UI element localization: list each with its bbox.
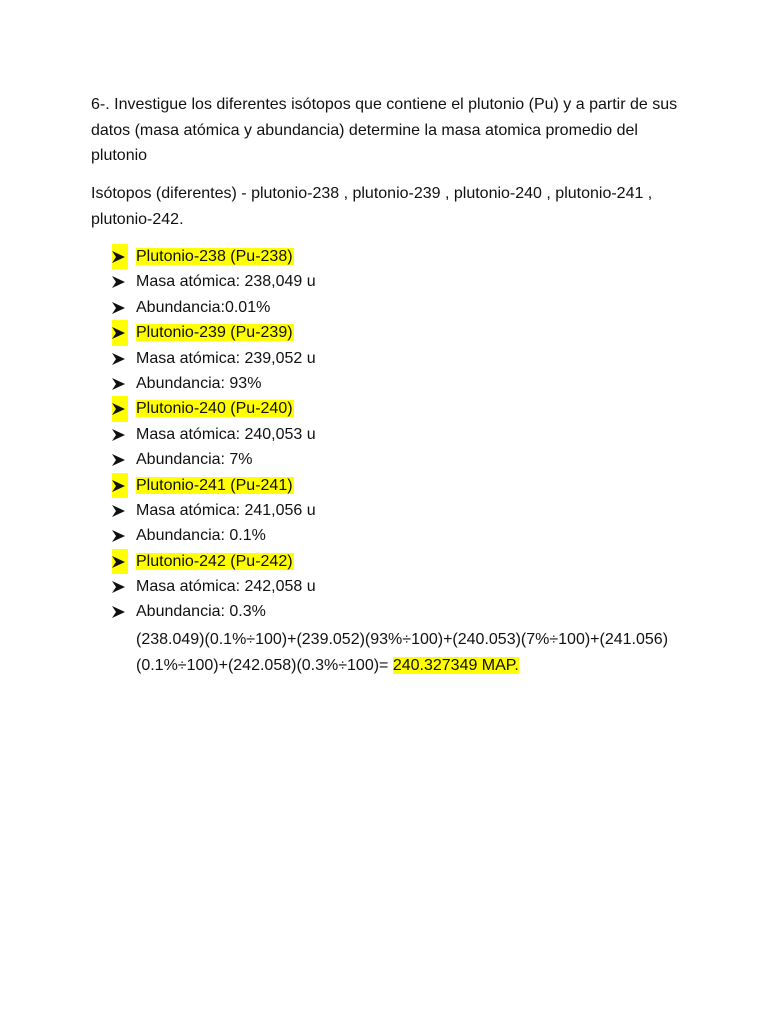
list-item xyxy=(112,447,712,472)
list-item xyxy=(112,473,712,498)
list-item-text: Plutonio-242 (Pu-242) xyxy=(136,552,293,570)
arrowhead-bullet-icon xyxy=(112,574,128,599)
arrowhead-bullet-icon xyxy=(112,599,128,624)
list-item xyxy=(112,320,712,345)
list-item-text: Abundancia:0.01% xyxy=(136,298,271,316)
average-mass-result: 240.327349 MAP. xyxy=(392,656,519,674)
arrowhead-bullet-icon xyxy=(112,396,128,421)
arrowhead-bullet-icon xyxy=(112,346,128,371)
list-item xyxy=(112,269,712,294)
arrowhead-bullet-icon xyxy=(112,549,128,574)
list-item-text: Abundancia: 93% xyxy=(136,374,262,392)
list-item xyxy=(112,599,712,624)
list-item xyxy=(112,574,712,599)
list-item-text: Plutonio-241 (Pu-241) xyxy=(136,476,293,494)
list-item xyxy=(112,346,712,371)
question-paragraph: 6-. Investigue los diferentes isótopos que contiene el plutonio (Pu) y a partir de sus datos (masa atómica y abundancia) determine la masa atomica promedio del plutonio xyxy=(91,96,678,164)
list-item-text: Masa atómica: 239,052 u xyxy=(136,349,316,367)
list-item xyxy=(112,498,712,523)
arrowhead-bullet-icon xyxy=(112,371,128,396)
list-item-text: Plutonio-239 (Pu-239) xyxy=(136,324,293,342)
list-item xyxy=(112,371,712,396)
list-item-text: Abundancia: 0.3% xyxy=(136,603,266,621)
list-item-text: Masa atómica: 242,058 u xyxy=(136,578,316,596)
list-item-text: Plutonio-238 (Pu-238) xyxy=(136,248,293,265)
list-item-text: Masa atómica: 240,053 u xyxy=(136,425,316,443)
list-item-text: Masa atómica: 238,049 u xyxy=(136,273,316,291)
arrowhead-bullet-icon xyxy=(112,269,128,294)
formula-line-1: (238.049)(0.1%÷100)+(239.052)(93%÷100)+(240.053)(7%÷100)+(241.056) xyxy=(136,631,669,648)
arrowhead-bullet-icon xyxy=(112,295,128,320)
list-item xyxy=(112,396,712,421)
list-item xyxy=(112,523,712,548)
list-item xyxy=(112,244,712,269)
arrowhead-bullet-icon xyxy=(112,244,128,269)
list-item-text: Abundancia: 0.1% xyxy=(136,527,266,545)
arrowhead-bullet-icon xyxy=(112,447,128,472)
list-item xyxy=(112,295,712,320)
arrowhead-bullet-icon xyxy=(112,498,128,523)
list-item xyxy=(112,549,712,574)
list-item-text: Masa atómica: 241,056 u xyxy=(136,501,316,519)
arrowhead-bullet-icon xyxy=(112,523,128,548)
list-item-text: Abundancia: 7% xyxy=(136,451,253,469)
calculation-formula xyxy=(136,627,696,678)
arrowhead-bullet-icon xyxy=(112,473,128,498)
list-item-text: Plutonio-240 (Pu-240) xyxy=(136,400,293,418)
arrowhead-bullet-icon xyxy=(112,320,128,345)
list-item xyxy=(112,422,712,447)
isotope-bullet-list xyxy=(112,244,712,625)
arrowhead-bullet-icon xyxy=(112,422,128,447)
formula-line-2: (0.1%÷100)+(242.058)(0.3%÷100)= xyxy=(136,656,393,674)
isotopes-intro-paragraph: Isótopos (diferentes) - plutonio-238 , plutonio-239 , plutonio-240 , plutonio-241 , plutonio-242. xyxy=(91,185,653,228)
